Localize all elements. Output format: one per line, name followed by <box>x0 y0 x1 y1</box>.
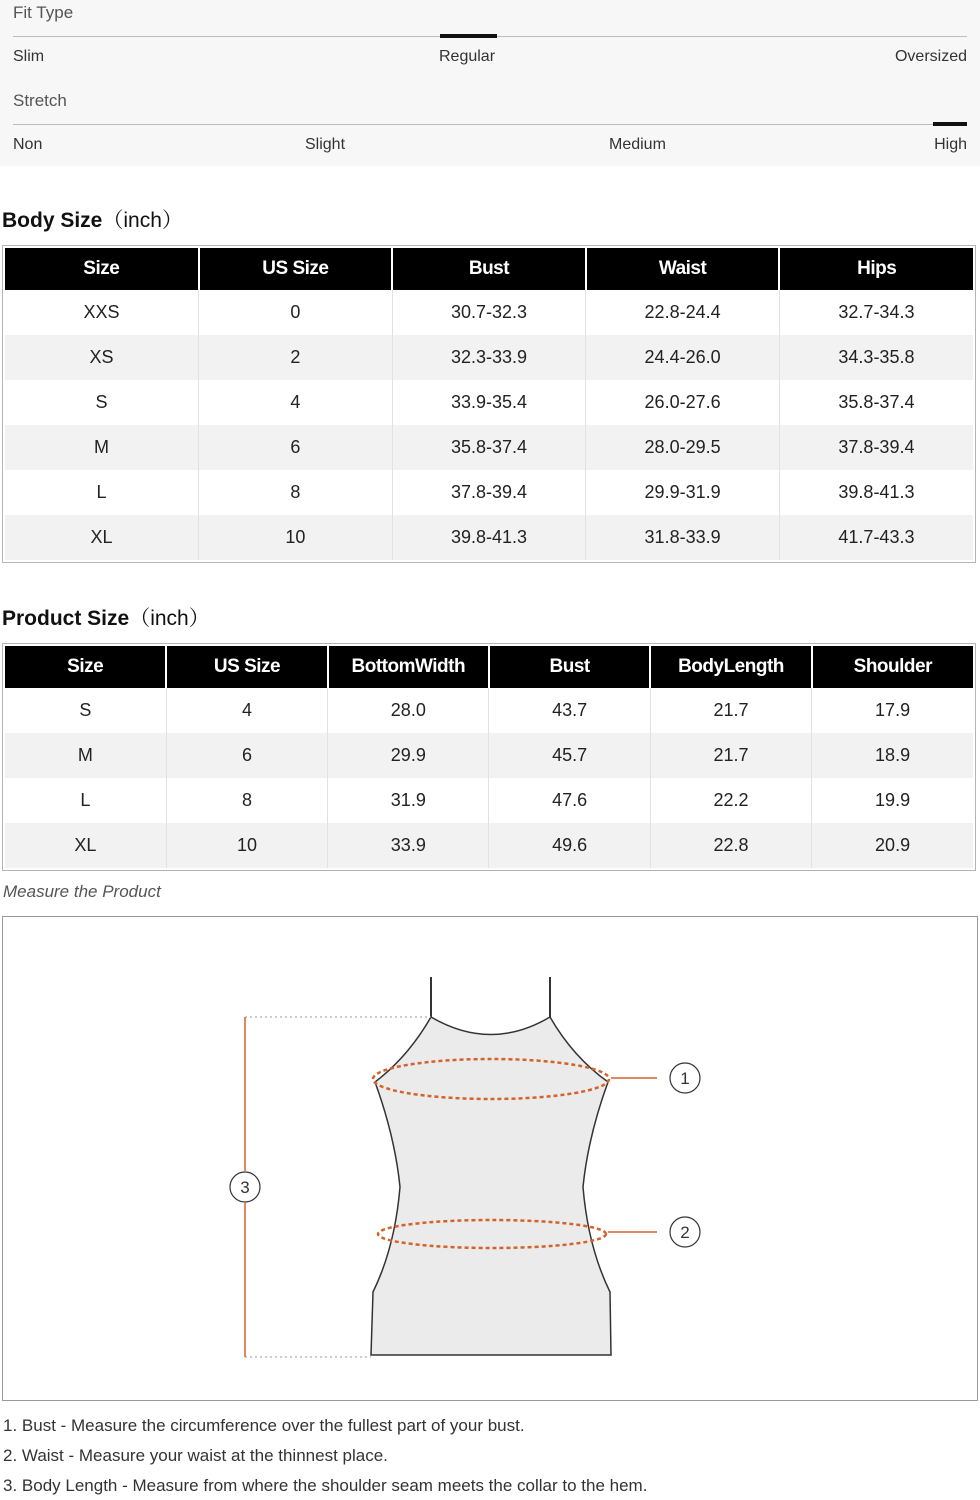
fit-type-option-regular: Regular <box>439 48 496 65</box>
column-header: US Size <box>199 248 393 290</box>
table-cell: M <box>5 733 166 778</box>
table-cell: 28.0 <box>328 688 489 733</box>
table-cell: XL <box>5 823 166 868</box>
table-row <box>5 425 973 470</box>
table-cell: 6 <box>166 733 327 778</box>
column-header: US Size <box>166 646 327 688</box>
column-header: Size <box>5 248 199 290</box>
table-cell: 47.6 <box>489 778 650 823</box>
table-row <box>5 470 973 515</box>
table-cell: L <box>80 790 91 810</box>
marker-2-label: 2 <box>680 1223 690 1242</box>
stretch-selected-marker <box>933 122 967 126</box>
fit-type-option-slim: Slim <box>13 48 45 65</box>
table-cell: 10 <box>199 515 393 560</box>
marker-1 <box>670 1063 700 1093</box>
camisole-garment <box>371 1017 611 1355</box>
table-cell: 8 <box>199 470 393 515</box>
table-cell: 32.7-34.3 <box>779 290 973 335</box>
table-cell: 32.3-33.9 <box>392 335 586 380</box>
table-cell: L <box>96 482 107 502</box>
table-cell: 6 <box>199 425 393 470</box>
table-cell: 35.8-37.4 <box>779 380 973 425</box>
product-size-table <box>5 646 973 868</box>
note-waist: 2. Waist - Measure your waist at the thinnest place. <box>3 1446 388 1465</box>
table-cell: M <box>5 425 199 470</box>
table-cell: 8 <box>166 778 327 823</box>
table-cell: 22.8-24.4 <box>586 290 780 335</box>
table-cell: 30.7-32.3 <box>392 290 586 335</box>
marker-3 <box>230 1172 260 1202</box>
column-header: Bust <box>489 646 650 688</box>
table-cell: 28.0-29.5 <box>586 425 780 470</box>
table-cell: 33.9 <box>328 823 489 868</box>
stretch-option-high: High <box>934 136 967 153</box>
table-cell: 26.0-27.6 <box>586 380 780 425</box>
table-cell: 37.8-39.4 <box>779 425 973 470</box>
table-cell: 29.9-31.9 <box>586 470 780 515</box>
table-cell: 10 <box>166 823 327 868</box>
table-cell: 43.7 <box>489 688 650 733</box>
column-header: BottomWidth <box>328 646 489 688</box>
table-cell: 37.8-39.4 <box>392 470 586 515</box>
body-size-title: Body Size <box>2 209 103 232</box>
fit-panel <box>0 0 980 166</box>
marker-1-label: 1 <box>680 1069 690 1088</box>
marker-2 <box>670 1217 700 1247</box>
table-cell: 33.9-35.4 <box>392 380 586 425</box>
table-cell: 19.9 <box>812 778 973 823</box>
stretch-option-slight: Slight <box>305 136 346 153</box>
table-cell: 4 <box>199 380 393 425</box>
product-size-table-wrap <box>2 643 976 871</box>
table-row <box>5 515 973 560</box>
table-cell: 17.9 <box>812 688 973 733</box>
body-size-heading <box>2 204 183 234</box>
table-cell: 39.8-41.3 <box>779 470 973 515</box>
table-row <box>5 823 973 868</box>
column-header: Size <box>5 646 166 688</box>
measure-caption: Measure the Product <box>3 882 161 901</box>
column-header: Hips <box>779 248 973 290</box>
product-size-title: Product Size <box>2 607 130 630</box>
column-header: Bust <box>392 248 586 290</box>
table-cell: XL <box>5 515 199 560</box>
table-row <box>5 688 973 733</box>
stretch-label: Stretch <box>13 91 67 110</box>
measure-diagram <box>2 916 978 1401</box>
stretch-option-medium: Medium <box>609 136 666 153</box>
table-cell: 2 <box>199 335 393 380</box>
table-cell: 20.9 <box>812 823 973 868</box>
table-cell: 29.9 <box>328 733 489 778</box>
table-cell: 41.7-43.3 <box>779 515 973 560</box>
table-header-row <box>5 248 973 290</box>
marker-3-label: 3 <box>240 1178 250 1197</box>
table-cell: 22.8 <box>650 823 811 868</box>
fit-type-option-oversized: Oversized <box>894 48 967 65</box>
fit-type-label: Fit Type <box>13 3 74 22</box>
product-size-heading <box>2 602 210 632</box>
table-cell: S <box>79 700 92 720</box>
fit-type-selected-marker <box>440 34 497 38</box>
table-cell: 31.8-33.9 <box>586 515 780 560</box>
table-cell: 24.4-26.0 <box>586 335 780 380</box>
table-row <box>5 290 973 335</box>
table-cell: 31.9 <box>328 778 489 823</box>
table-cell: 21.7 <box>650 733 811 778</box>
table-cell: XS <box>5 335 199 380</box>
stretch-option-non: Non <box>13 136 43 153</box>
table-cell: XXS <box>83 302 120 322</box>
table-cell: 45.7 <box>489 733 650 778</box>
note-body-length: 3. Body Length - Measure from where the shoulder seam meets the collar to the hem. <box>3 1476 648 1495</box>
camisole-diagram-svg <box>3 917 979 1402</box>
product-size-unit: （inch） <box>129 607 210 630</box>
note-bust: 1. Bust - Measure the circumference over the fullest part of your bust. <box>3 1416 525 1435</box>
table-cell: 35.8-37.4 <box>392 425 586 470</box>
body-size-table <box>5 248 973 560</box>
table-row <box>5 778 973 823</box>
stretch-track <box>13 124 967 125</box>
table-row <box>5 380 973 425</box>
table-cell: 21.7 <box>650 688 811 733</box>
table-cell: S <box>95 392 108 412</box>
table-row <box>5 335 973 380</box>
column-header: Shoulder <box>812 646 973 688</box>
body-size-table-wrap <box>2 245 976 563</box>
table-cell: 49.6 <box>489 823 650 868</box>
column-header: BodyLength <box>650 646 811 688</box>
table-cell: 4 <box>166 688 327 733</box>
column-header: Waist <box>586 248 780 290</box>
table-cell: 0 <box>199 290 393 335</box>
table-header-row <box>5 646 973 688</box>
table-cell: 34.3-35.8 <box>779 335 973 380</box>
table-cell: 22.2 <box>650 778 811 823</box>
table-row <box>5 733 973 778</box>
table-cell: 18.9 <box>812 733 973 778</box>
body-size-unit: （inch） <box>102 209 183 232</box>
table-cell: 39.8-41.3 <box>392 515 586 560</box>
